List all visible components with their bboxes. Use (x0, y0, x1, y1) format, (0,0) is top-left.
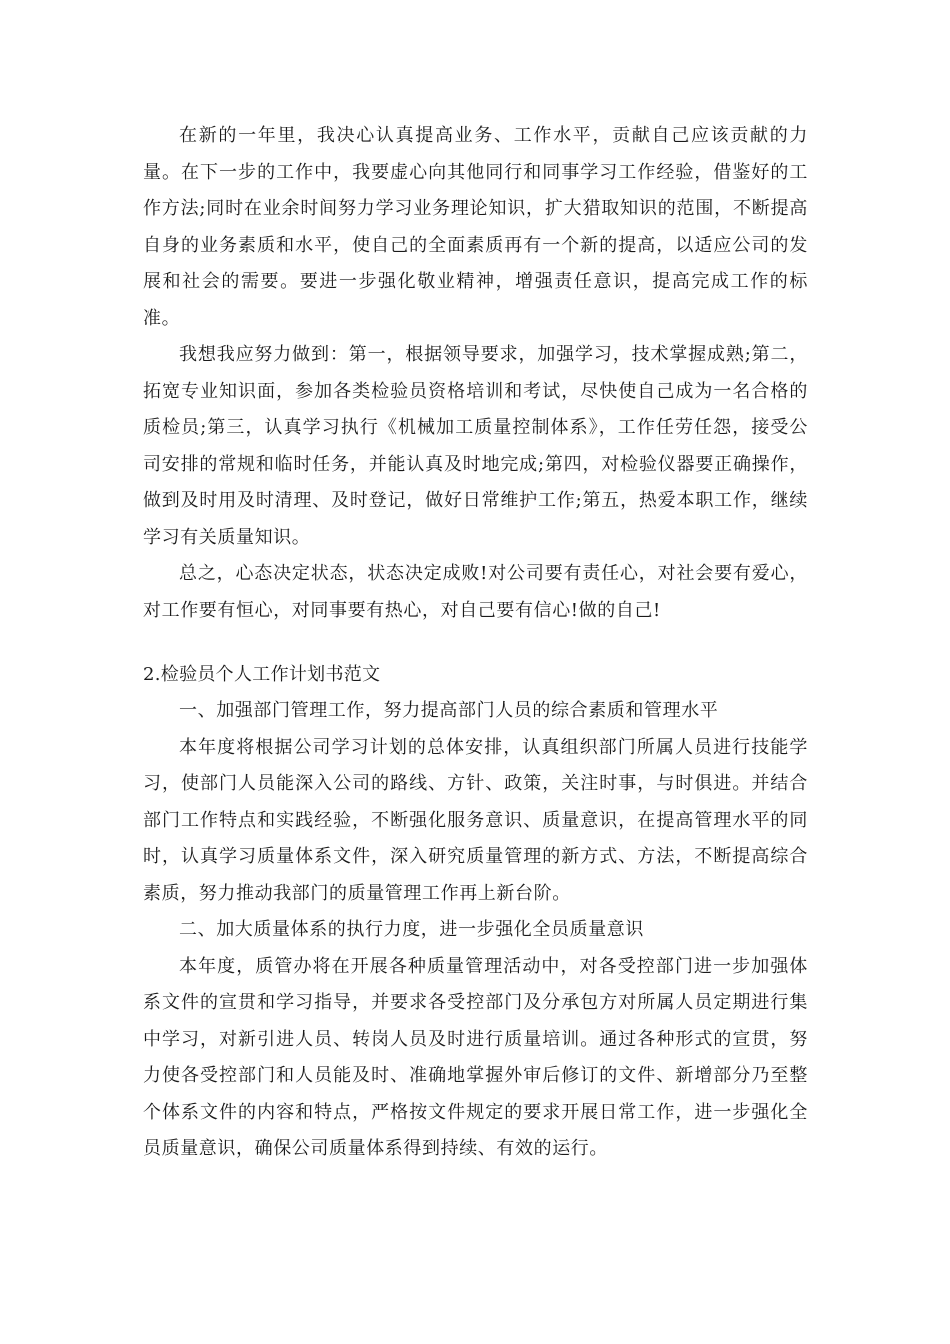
subheading-quality-system: 二、加大质量体系的执行力度，进一步强化全员质量意识 (179, 919, 644, 940)
paragraph-resolution: 在新的一年里，我决心认真提高业务、工作水平，贡献自己应该贡献的力量。在下一步的工作中，我要虚心向其他同行和同事学习工作经验，借鉴好的工作方法;同时在业余时间努力学习业务理论知识，扩大猎取知识的范围，不断提高自身的业务素质和水平，使自己的全面素质再有一个新的提高，以适应公司的发展和社会的需要。要进一步强化敬业精神，增强责任意识，提高完成工作的标准。 (143, 125, 808, 329)
paragraph-goals: 我想我应努力做到：第一，根据领导要求，加强学习，技术掌握成熟;第二，拓宽专业知识面，参加各类检验员资格培训和考试，尽快使自己成为一名合格的质检员;第三，认真学习执行《机械加工质量控制体系》，工作任劳任怨，接受公司安排的常规和临时任务，并能认真及时地完成;第四，对检验仪器要正确操作，做到及时用及时清理、及时登记，做好日常维护工作;第五，热爱本职工作，继续学习有关质量知识。 (143, 344, 808, 548)
section-title: 2.检验员个人工作计划书范文 (143, 664, 381, 685)
paragraph-quality-system: 本年度，质管办将在开展各种质量管理活动中，对各受控部门进一步加强体系文件的宣贯和学习指导，并要求各受控部门及分承包方对所属人员定期进行集中学习，对新引进人员、转岗人员及时进行质量培训。通过各种形式的宣贯，努力使各受控部门和人员能及时、准确地掌握外审后修订的文件、新增部分乃至整个体系文件的内容和特点，严格按文件规定的要求开展日常工作，进一步强化全员质量意识，确保公司质量体系得到持续、有效的运行。 (143, 955, 808, 1159)
paragraph-management: 本年度将根据公司学习计划的总体安排，认真组织部门所属人员进行技能学习，使部门人员能深入公司的路线、方针、政策，关注时事，与时俱进。并结合部门工作特点和实践经验，不断强化服务意识、质量意识，在提高管理水平的同时，认真学习质量体系文件，深入研究质量管理的新方式、方法，不断提高综合素质，努力推动我部门的质量管理工作再上新台阶。 (143, 736, 808, 904)
paragraph-conclusion: 总之，心态决定状态，状态决定成败!对公司要有责任心，对社会要有爱心，对工作要有恒心，对同事要有热心，对自己要有信心!做的自己! (143, 563, 808, 621)
subheading-management: 一、加强部门管理工作，努力提高部门人员的综合素质和管理水平 (179, 700, 719, 721)
document-body (143, 118, 808, 1168)
